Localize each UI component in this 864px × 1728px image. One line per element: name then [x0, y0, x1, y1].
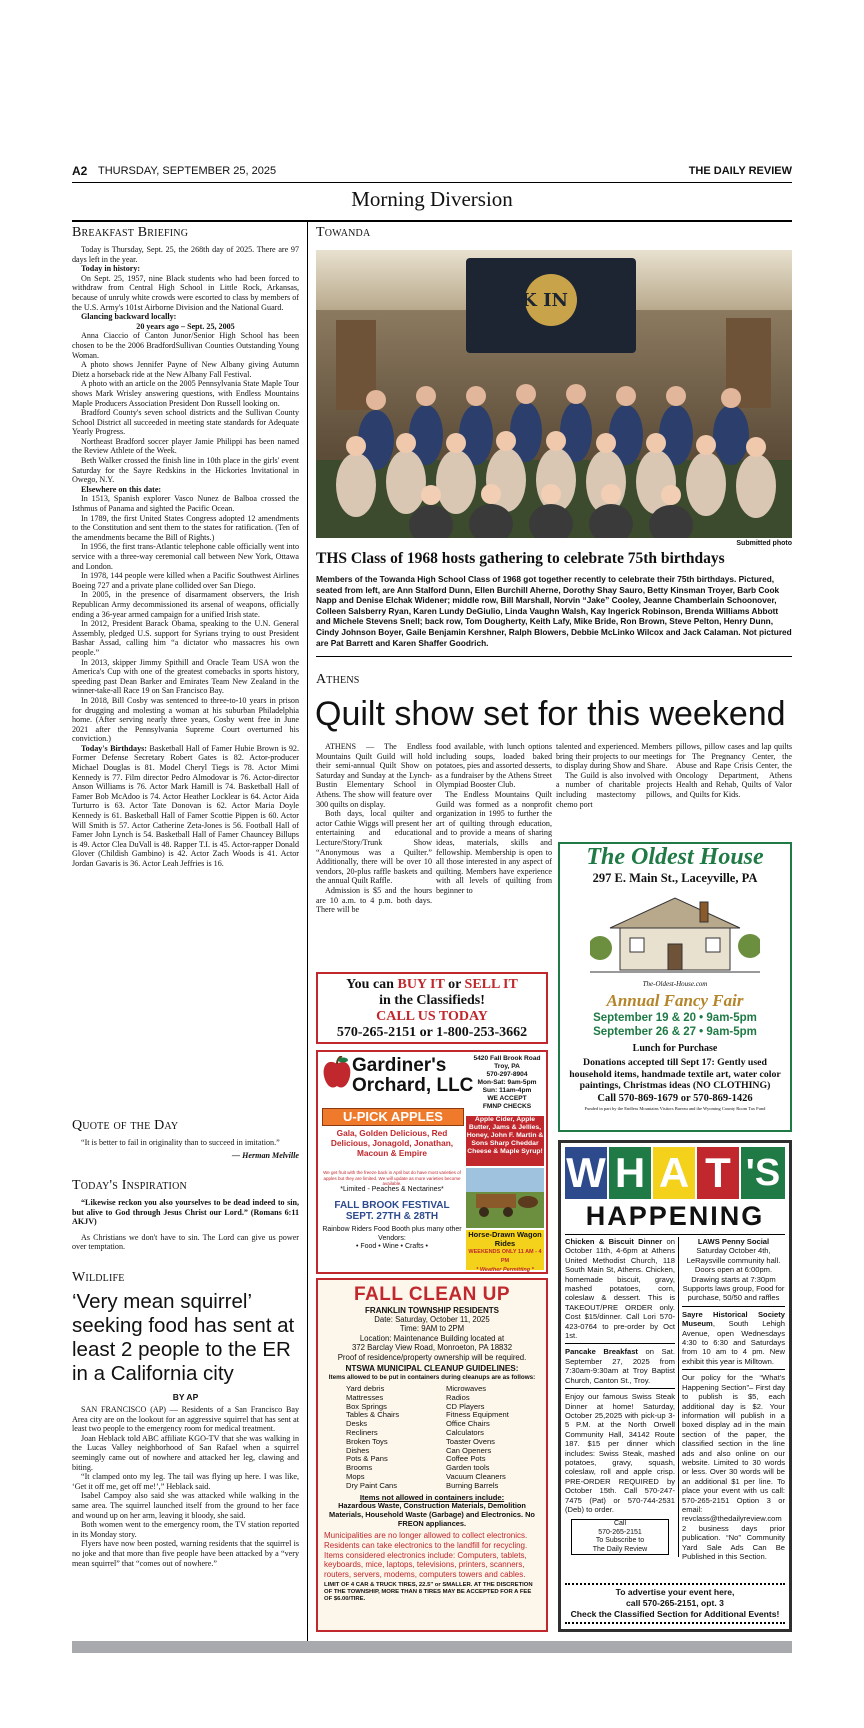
pancake-text: on Sat. September 27, 2025 from 7:30am-9:30am at Troy Baptist Church, Canton St., Troy. — [565, 1347, 675, 1385]
gardiners-address: 5420 Fall Brook Road — [473, 1055, 541, 1062]
athens-paragraph: ATHENS — The Endless Mountains Quilt Guild will hold their semi-annual Quilt Show on Saturday and Sunday at the Lynch-Bustin Elementary School in Athens. The show will feature over 300 quilts on display. — [316, 742, 432, 809]
whats-happening-ad — [558, 1140, 792, 1632]
athens-col-2 — [436, 742, 552, 896]
allowed-item: Mattresses — [346, 1392, 384, 1402]
elsewhere-item: In 2005, in the presence of disarmament observers, the Irish Republican Army decommissioned its arsenal of weapons, officially ending a 36-year armed campaign for a unified Irish state. — [72, 590, 299, 619]
laws-line: Supports laws group, Food for purchase, 50/50 and raffles — [682, 1284, 785, 1303]
briefing-intro: Today is Thursday, Sept. 25, the 268th day of 2025. There are 97 days left in the year. — [72, 245, 299, 264]
athens-paragraph: talented and experienced. Members bring their projects to our meetings to display during Show and Share. — [556, 742, 672, 771]
allowed-item: Yard debris — [346, 1384, 385, 1394]
gardiners-name-line2: Orchard, LLC — [352, 1075, 474, 1096]
electronics-text: Municipalities are no longer allowed to collect electronics. Residents can take electronics to the landfill for recycling. Items considered electronics include: Computers, tablets, keyboards, mice, laptops, televisions, printers, scanners, routers, servers, modems, computers towers and cables. — [324, 1531, 528, 1579]
todays-inspiration — [72, 1178, 299, 1252]
wildlife-byline: BY AP — [172, 1392, 199, 1402]
towanda-rule — [316, 656, 792, 657]
sayre-heading: Sayre Historical Society Museum — [682, 1309, 785, 1329]
wagon-rides — [466, 1230, 544, 1273]
happening-col-divider — [678, 1237, 679, 1557]
footer-line: call 570-265-2151, opt. 3 — [626, 1598, 724, 1608]
classified-call: CALL US TODAY — [376, 1009, 488, 1024]
oldest-house-ad — [558, 842, 792, 1132]
whats-title — [565, 1147, 785, 1199]
allowed-item: Dishes — [346, 1445, 370, 1455]
allowed-item: CD Players — [446, 1401, 485, 1411]
allowed-item: Pots & Pans — [346, 1454, 388, 1464]
laws-line: Doors open at 6:00pm. — [694, 1265, 773, 1275]
cleanup-title: FALL CLEAN UP — [353, 1284, 511, 1305]
weather-note: * Weather Permitting * — [476, 1267, 534, 1273]
inspiration-label: Today's Inspiration — [72, 1178, 187, 1193]
cleanup-details — [318, 1315, 546, 1362]
subscribe-box — [571, 1519, 669, 1555]
sayre-text: , South Lehigh Avenue, open Wednesdays 4:30 to 6:30 and Saturdays from 10 am to 4 pm. New exhibit this year is Milltown. — [682, 1319, 785, 1366]
class-reunion-photo — [316, 250, 792, 538]
briefing-label: Breakfast Briefing — [72, 225, 189, 240]
gardiners-orchard-ad — [316, 1050, 548, 1274]
festival-dates: SEPT. 27TH & 28TH — [345, 1211, 439, 1222]
gardiners-hours1: Mon-Sat: 9am-5pm — [477, 1079, 537, 1086]
page-number: A2 — [72, 164, 88, 178]
gardiners-fmnp: FMNP CHECKS — [482, 1103, 532, 1110]
limited-peaches: *Limited - Peaches & Nectarines* — [340, 1186, 444, 1193]
wildlife-paragraph: Both women went to the emergency room, the TV station reported in its Monday story. — [72, 1520, 299, 1539]
briefing-body — [72, 245, 299, 869]
donations-text: Donations accepted till Sept 17: Gently used household items, handmade textile art, water color paintings, Christmas ideas (NO CLOTHING) — [569, 1057, 781, 1091]
inspiration-text: As Christians we don't have to sin. The Lord can give us power over temptation. — [72, 1232, 299, 1252]
oldest-house-call: Call 570-869-1679 or 570-869-1426 — [597, 1092, 753, 1104]
happening-left-col — [565, 1237, 675, 1555]
allowed-item: Desks — [346, 1419, 368, 1429]
elsewhere-item: In 1956, the first trans-Atlantic telephone cable officially went into service with a three-way ceremonial call between New York, Ottawa and London. — [72, 542, 299, 571]
subscribe-line: The Daily Review — [592, 1545, 648, 1553]
cleanup-allowed-heading: Items allowed to be put in containers during cleanups are as follows: — [328, 1374, 536, 1382]
cleanup-location: Location: Maintenance Building located at — [359, 1333, 505, 1343]
elsewhere-item: In 1978, 144 people were killed when a Pacific Southwest Airlines Boeing 727 and a private plane collided over San Diego. — [72, 571, 299, 590]
lunch-note: Lunch for Purchase — [632, 1043, 718, 1054]
breakfast-briefing — [72, 225, 299, 869]
column-divider — [307, 222, 308, 1646]
classified-ad — [316, 972, 548, 1044]
allowed-item: Radios — [446, 1392, 470, 1402]
laws-line: Drawing starts at 7:30pm — [691, 1274, 776, 1284]
wildlife-paragraph: SAN FRANCISCO (AP) — Residents of a San Francisco Bay Area city are on the lookout for an aggressive squirrel that has sent at least two people to the emergency room for medical treatment. — [72, 1405, 299, 1434]
section-rule — [72, 220, 792, 222]
title-letter-h: H — [609, 1147, 651, 1199]
elsewhere-heading: Elsewhere on this date: — [81, 484, 162, 494]
athens-paragraph: Admission is $5 and the hours are 10 a.m. to 4 p.m. both days. There will be — [316, 885, 432, 915]
elsewhere-item: In 2012, President Barack Obama, speaking to the U.N. General Assembly, pledged U.S. support for Syrians trying to oust President Bashar Assad, calling him “a dictator who massacres his own people.” — [72, 619, 299, 657]
buy-it-text: BUY IT — [397, 977, 445, 992]
allowed-item: Recliners — [346, 1428, 378, 1438]
allowed-item: Burning Barrels — [446, 1480, 499, 1490]
gardiners-hours2: Sun: 11am-4pm — [482, 1087, 532, 1094]
header-rule — [72, 182, 792, 183]
fancy-fair-title: Annual Fancy Fair — [606, 991, 744, 1010]
chicken-text: on October 11th, 4-6pm at Athens United Methodist Church, 118 South Main St, Athens. Chicken, homemade biscuit, gravy, mashed potatoes, corn, coleslaw & dessert. This is TAKEOUT/PRE ORDER only. Cost $15/dinner. Call Lori 570-423-0764 to pre-order by Oct 1st. — [565, 1237, 675, 1341]
wildlife-paragraph: Joan Heblack told ABC affiliate KGO-TV that she was walking in the Lucas Valley neighborhood of San Rafael when a squirrel seemingly came out of nowhere and attacked her leg, clawing and biting. — [72, 1433, 299, 1472]
title-letter-t: T — [697, 1147, 739, 1199]
classified-line2: in the Classifieds! — [379, 993, 485, 1008]
allowed-item: Coffee Pots — [446, 1454, 486, 1464]
wagon-photo — [466, 1168, 544, 1228]
fair-dates-1: September 19 & 20 • 9am-5pm — [593, 1012, 757, 1024]
laws-line: LeRaysville community hall. — [686, 1255, 781, 1265]
tires-text: LIMIT OF 4 CAR & TRUCK TIRES, 22.5" or SMALLER. AT THE DISCRETION OF THE TOWNSHIP, MORE THAN 8 TIRES MAY BE ACCEPTED FOR A FEE OF $6.00/TIRE. — [324, 1582, 533, 1603]
not-allowed-text: Hazardous Waste, Construction Materials, Demolition Materials, Household Waste (Garbage) and Electronics. No FREON appliances. — [329, 1501, 535, 1528]
wildlife-story — [72, 1270, 299, 1568]
athens-paragraph: The Endless Mountains Quilt Guild was formed as a nonprofit organization in 1995 to further the art of quilting through education, and to provide a means of sharing ideas, materials, skills and fellowship. Membership is open to all those interested in any aspect of quilting. Members have experience with all levels of quilting from beginner to — [436, 789, 552, 895]
photo-banner-text: BACK IN 1968 — [477, 290, 625, 311]
gardiners-name — [352, 1056, 473, 1096]
allowed-right — [446, 1385, 546, 1491]
cleanup-location2: 372 Barclay View Road, Monroeton, PA 18832 — [351, 1343, 513, 1353]
elsewhere-item: In 2018, Bill Cosby was sentenced to three-to-10 years in prison for drugging and molesting a woman at his suburban Philadelphia home. (After serving nearly three years, Cosby went free in June 2021 after the Pennsylvania Supreme Court overturned his conviction.) — [72, 695, 299, 744]
swiss-text: Enjoy our famous Swiss Steak Dinner at home! Saturday, October 25,2025 with pick-up 3-5 P.M. at the North Orwell Community Hall, 34142 Route 187. $15 per dinner which includes: Swiss Steak, mashed potatoes, gravy, squash, coleslaw, roll and apple crisp. PRE-ORDER REQUIRED by October 15th. Call 570-247-7475 (Pat) or 570-744-2531 (Deb) to order. — [565, 1388, 675, 1514]
allowed-item: Vacuum Cleaners — [446, 1472, 506, 1481]
not-allowed-heading: Items not allowed in containers include: — [359, 1493, 505, 1503]
wildlife-paragraph: Isabel Campoy also said she was attacked while walking in the same area. The squirrel launched itself from the ground to her face and wound up on her arm, leaving it bloody, she said. — [72, 1491, 299, 1520]
cleanup-date: Date: Saturday, October 11, 2025 — [374, 1315, 490, 1324]
wildlife-headline: ‘Very mean squirrel’ seeking food has sent at least 2 people to the ER in a California city — [72, 1290, 295, 1385]
group-photo-illustration — [316, 250, 792, 538]
pancake-heading: Pancake Breakfast — [565, 1347, 638, 1357]
subscribe-line: Call — [613, 1520, 627, 1528]
footer-line: Check the Classified Section for Additional Events! — [570, 1609, 780, 1619]
allowed-item: Garden tools — [446, 1463, 490, 1473]
section-title: Morning Diversion — [351, 187, 513, 211]
allowed-item: Toaster Ovens — [446, 1436, 495, 1446]
fair-dates-2: September 26 & 27 • 9am-5pm — [593, 1026, 757, 1038]
local-item: A photo with an article on the 2005 Pennsylvania State Maple Tour shows Mark Wrisley answering questions, with Endless Mountains Maple Producers Association President Don Russell looking on. — [72, 379, 299, 408]
elsewhere-item: In 2013, skipper Jimmy Spithill and Oracle Team USA won the America's Cup with one of the greatest comebacks in sports history, speeding past Dean Barker and Emirates Team New Zealand in the winner-take-all Race 19 on San Francisco Bay. — [72, 657, 299, 696]
oldest-house-web: The-Oldest-House.com — [642, 980, 708, 988]
allowed-item: Can Openers — [446, 1445, 492, 1455]
funded-note: Funded in part by the Endless Mountains Visitors Bureau and the Wyoming County Room Tax Fund — [584, 1105, 766, 1111]
footer-line: To advertise your event here, — [615, 1587, 735, 1597]
elsewhere-item: In 1513, Spanish explorer Vasco Nunez de Balboa crossed the Isthmus of Panama and sighted the Pacific Ocean. — [72, 494, 299, 514]
years-ago-heading: 20 years ago – Sept. 25, 2005 — [136, 321, 235, 331]
towanda-label: Towanda — [316, 225, 371, 240]
cleanup-proof: Proof of residence/property ownership will be required. — [337, 1352, 527, 1362]
laws-block — [682, 1237, 785, 1303]
quote-label: Quote of the Day — [72, 1118, 179, 1133]
chicken-heading: Chicken & Biscuit Dinner — [565, 1237, 663, 1246]
apple-varieties: Gala, Golden Delicious, Red Delicious, Jonagold, Jonathan, Macoun & Empire — [330, 1128, 454, 1158]
title-letter-w: W — [565, 1147, 607, 1199]
local-item: Northeast Bradford soccer player Jamie Philippi has been named the Review Athlete of the Week. — [72, 436, 299, 456]
wildlife-paragraph: “It clamped onto my leg. The tail was flying up here. I was like, ‘Get it off me, get off me!’,” Heblack said. — [72, 1472, 299, 1491]
fall-brook-festival — [322, 1200, 462, 1222]
allowed-item: Microwaves — [446, 1384, 487, 1394]
oldest-house-address: 297 E. Main St., Laceyville, PA — [592, 871, 758, 885]
subscribe-line: To Subscribe to — [595, 1537, 645, 1545]
towanda-headline: THS Class of 1968 hosts gathering to celebrate 75th birthdays — [316, 550, 725, 567]
glancing-heading: Glancing backward locally: — [81, 312, 177, 322]
allowed-item: Brooms — [346, 1463, 373, 1473]
athens-paragraph: Both days, local quilter and actor Cathie Wiggs will present her entertaining and educational Lecture/Story/Trunk Show “Anonymous was a Quilter.” Additionally, there will be over 10 vendors, 20-plus raffle baskets and the annual Quilt Raffle. — [316, 809, 432, 886]
wagon-title: Horse-Drawn Wagon Rides — [468, 1230, 542, 1248]
classified-phone: 570-265-2151 or 1-800-253-3662 — [336, 1025, 528, 1040]
athens-paragraph: The Guild is also involved with a number of charitable projects including mastectomy pillows, chemo port — [556, 770, 672, 809]
apple-icon — [322, 1056, 352, 1090]
gardiners-name-line1: Gardiner's — [352, 1055, 447, 1076]
local-item: Anna Ciaccio of Canton Junor/Senior High School has been chosen to be the 2006 BradfordSullivan Counties Outstanding Young Woman. — [72, 331, 299, 360]
allowed-item: Calculators — [446, 1428, 484, 1438]
upick-banner: U-PICK APPLES — [322, 1108, 464, 1126]
athens-col-4 — [676, 742, 792, 800]
birthdays-text: Basketball Hall of Famer Hubie Brown is 92. Former Defense Secretary Robert Gates is 82. Actor-producer Michael Douglas is 81. Model Cheryl Tiegs is 78. Actor Mimi Kennedy is 77. Film director Pedro Almodovar is 76. Actor-director Anson Williams is 76. Actor Mark Hamill is 74. Basketball Hall of Famer Bob McAdoo is 74. Actor Heather Locklear is 64. Actor Aida Turturro is 63. Actor Tate Donovan is 62. Actor Maria Doyle Kennedy is 61. Basketball Hall of Famer Scottie Pippen is 60. Actor Will Smith is 57. Actor Catherine Zeta-Jones is 56. Football Hall of Famer John Lynch is 54. Basketball Hall of Famer Chauncey Billups is 49. Actor Clea DuVall is 48. Rapper T.I. is 45. Actor-rapper Donald Glover (Childish Gambino) is 42. Actor Zach Woods is 41. Actor Jordan Gavaris is 36. Actor Leah Jeffries is 16. — [72, 743, 299, 868]
local-item: Beth Walker crossed the finish line in 10th place in the girls' event Saturday for the Sayre Redskins in the Hickories Invitational in Owego, N.Y. — [72, 456, 299, 485]
policy-text: Our policy for the “What's Happening Section”– First day to publish is $5, each additional day is $2. Your information will publish in a boxed display ad in the main section of the paper, the classified section in the line ads and also online on our website. Limited to 30 words or less. Over 30 words will be an additional $1 per line. To place your event with us call: 570-265-2151 Option 3 or email: revclass@thedailyreview.com 2 business days prior publication. “No” Community Yard Sale Ads Can Be Published in this Section. — [682, 1369, 785, 1561]
allowed-item: Fitness Equipment — [446, 1410, 509, 1420]
inspiration-verse: “Likewise reckon you also yourselves to be dead indeed to sin, but alive to God through Jesus Christ our Lord.” (Romans 6:11 AKJV) — [72, 1198, 299, 1227]
birthdays-heading: Today's Birthdays: — [81, 743, 147, 753]
festival-details — [322, 1226, 462, 1252]
cleanup-guidelines: NTSWA MUNICIPAL CLEANUP GUIDELINES: — [345, 1364, 519, 1374]
athens-paragraph: food available, with lunch options including soups, loaded baked potatoes, pies and assorted desserts, as a fundraiser by the Athens Street Olympiad Booster Club. — [436, 742, 552, 790]
festival-title: FALL BROOK FESTIVAL — [334, 1200, 450, 1211]
title-letter-s: 'S — [741, 1147, 785, 1199]
quote-author: — Herman Melville — [232, 1150, 299, 1160]
towanda-caption: Members of the Towanda High School Class of 1968 got together recently to celebrate their 75th birthdays. Pictured, seated from left, are Ann Stalford Dunn, Ellen Burchill Aherne, Dorothy Shay Sauro, Betty Kinsman Troyer, Barb Cook Napp and Denise Elchak Widener; middle row, Bill Marshall, Norvin “Jake” Cooley, Jeanne Chamberlain Schoonover, Colleen Salsberry Ryan, Karen Lundy DeGiulio, Linda Vaughn Walsh, Kay Ingerick Robinson, Brenda Williams Abbott and Michele Stevens Snell; back row, Tom Dougherty, Keith Lafy, Mike Bride, Ron Brown, Steve Pelton, Henry Dunn, Cindy Johnson Boyer, Gaile Benjamin Kershner, Ralph Blowers, Debbie McLinko Wilcox and Jack Calaman. Not pictured are Pat Barrett and Karen Shaffer Goodrich. — [316, 574, 792, 648]
allowed-item: Broken Toys — [346, 1436, 388, 1446]
page-header — [72, 164, 792, 182]
gardiners-note: We get fruit with the freeze back in April but do have most varieties of apples but they are limited. We will update as more varieties become available. — [323, 1170, 461, 1186]
title-letter-a: A — [653, 1147, 695, 1199]
festival-sub: Rainbow Riders Food Booth plus many other Vendors: — [322, 1226, 462, 1242]
paper-name: THE DAILY REVIEW — [688, 165, 792, 177]
cleanup-sub: FRANKLIN TOWNSHIP RESIDENTS — [365, 1306, 499, 1315]
happening-subtitle: HAPPENING — [585, 1201, 765, 1231]
page-date: THURSDAY, SEPTEMBER 25, 2025 — [98, 165, 277, 177]
gardiners-town: Troy, PA — [494, 1063, 520, 1070]
athens-headline: Quilt show set for this weekend — [315, 695, 786, 733]
athens-col-3 — [556, 742, 672, 809]
quote-of-the-day — [72, 1118, 299, 1160]
classified-or: or — [444, 977, 465, 992]
allowed-item: Office Chairs — [446, 1419, 490, 1429]
quote-text: “It is better to fail in originality than to succeed in imitation.” — [81, 1138, 280, 1147]
gardiners-accept: WE ACCEPT — [487, 1095, 527, 1102]
happening-right-col — [682, 1237, 785, 1561]
allowed-item: Box Springs — [346, 1401, 387, 1411]
advertise-footer — [565, 1583, 785, 1624]
happening-rule — [565, 1234, 785, 1235]
wagon-sub: WEEKENDS ONLY 11 AM - 4 PM — [468, 1249, 542, 1264]
today-history-text: On Sept. 25, 1957, nine Black students who had been forced to withdraw from Central High School in Little Rock, Arkansas, because of unruly white crowds were escorted to class by members of the U.S. Army's 101st Airborne Division and the National Guard. — [72, 273, 299, 312]
cider-box: Apple Cider, Apple Butter, Jams & Jellies, Honey, John F. Martin & Sons Sharp Cheddar Cheese & Maple Syrup! — [466, 1116, 544, 1166]
athens-label: Athens — [316, 672, 360, 687]
footer-bar — [72, 1641, 792, 1653]
oldest-house-title: The Oldest House — [586, 844, 764, 870]
elsewhere-item: In 1789, the first United States Congress adopted 12 amendments to the Constitution and sent them to the states for ratification. (Ten of the amendments became the Bill of Rights.) — [72, 513, 299, 542]
sell-it-text: SELL IT — [464, 977, 518, 992]
laws-heading: LAWS Penny Social — [697, 1237, 770, 1246]
allowed-item: Tables & Chairs — [346, 1410, 400, 1420]
cleanup-time: Time: 9AM to 2PM — [399, 1324, 465, 1334]
gardiners-info — [468, 1055, 546, 1111]
local-item: A photo shows Jennifer Payne of New Albany giving Autumn Dietz a horseback ride at the New Albany Fall Festival. — [72, 360, 299, 379]
athens-col-1 — [316, 742, 432, 915]
fair-dates — [560, 1011, 790, 1039]
classified-line1: You can — [346, 977, 398, 992]
house-drawing — [560, 888, 790, 980]
fall-cleanup-ad — [316, 1278, 548, 1632]
allowed-left — [346, 1385, 446, 1491]
laws-line: Saturday October 4th, — [696, 1246, 771, 1256]
wildlife-paragraph: Flyers have now been posted, warning residents that the squirrel is no joke and that more than five people have been attacked by a “very mean squirrel” that “comes out of nowhere.” — [72, 1539, 299, 1568]
today-history-heading: Today in history: — [81, 264, 141, 274]
cleanup-allowed-list — [318, 1385, 546, 1491]
subscribe-line: 570-265-2151 — [598, 1528, 642, 1536]
allowed-item: Mops — [346, 1472, 365, 1481]
festival-items: • Food • Wine • Crafts • — [355, 1243, 429, 1250]
wildlife-label: Wildlife — [72, 1270, 125, 1285]
local-item: Bradford County's seven school districts and the Sullivan County School District all succeeded in meeting state standards for Adequate Yearly Progress. — [72, 408, 299, 437]
athens-paragraph: pillows, pillow cases and lap quilts for The Pregnancy Center, the Abuse and Rape Crisis Center, the Oncology Department, Athens Health and Rehab, Quilts of Valor and Quilts for Kids. — [676, 742, 792, 799]
gardiners-phone: 570-297-8904 — [486, 1071, 528, 1078]
allowed-item: Dry Paint Cans — [346, 1480, 398, 1490]
photo-credit: Submitted photo — [736, 540, 792, 547]
